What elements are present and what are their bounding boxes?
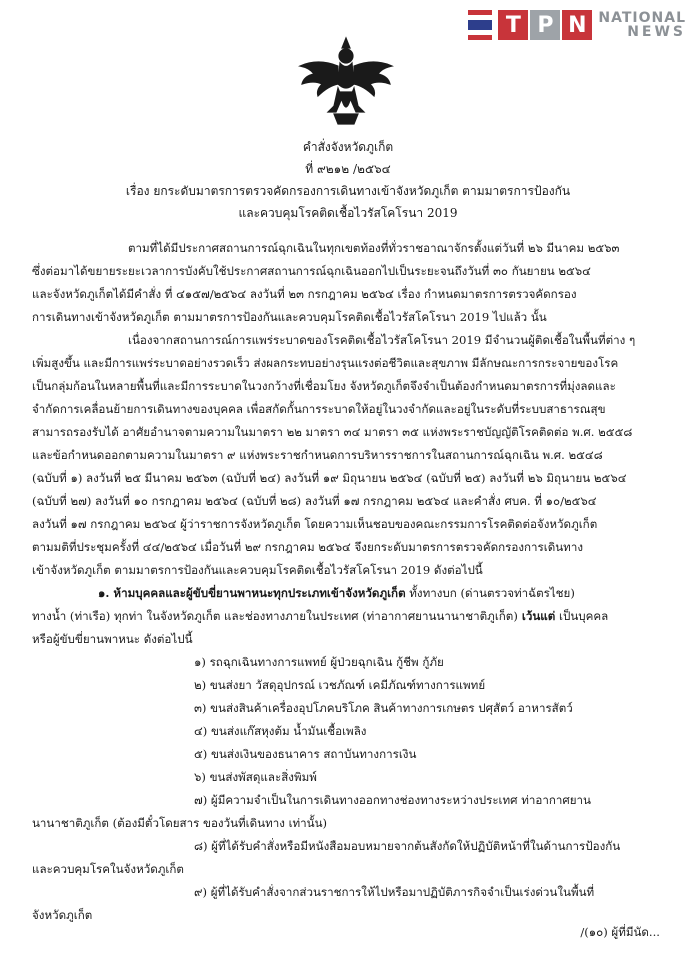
item1-except-word: เว้นแต่ [517, 609, 556, 623]
exception-item-9-line-2: จังหวัดภูเก็ต [32, 908, 93, 922]
issuing-authority: คำสั่งจังหวัดภูเก็ต [302, 140, 394, 154]
para1-line: และจังหวัดภูเก็ตได้มีคำสั่ง ที่ ๔๑๕๗/๒๕๖๔ ลงวันที่ ๒๓ กรกฎาคม ๒๕๖๔ เรื่อง กำหนดมาตรการตรวจคัดกรอง [32, 287, 577, 301]
garuda-emblem-icon [294, 32, 398, 132]
subject-line-2: และควบคุมโรคติดเชื้อไวรัสโคโรนา 2019 [238, 206, 458, 220]
exception-item: ๔) ขนส่งแก๊สหุงต้ม น้ำมันเชื้อเพลิง [194, 724, 367, 738]
para1-line: ตามที่ได้มีประกาศสถานการณ์ฉุกเฉินในทุกเขตท้องที่ทั่วราชอาณาจักรตั้งแต่วันที่ ๒๖ มีนาคม ๒๕๖๓ [128, 241, 620, 255]
para2-line: ลงวันที่ ๑๗ กรกฎาคม ๒๕๖๔ ผู้ว่าราชการจังหวัดภูเก็ต โดยความเห็นชอบของคณะกรรมการโรคติดต่อจังหวัดภูเก็ต [32, 517, 598, 531]
para2-line: และข้อกำหนดออกตามความในมาตรา ๙ แห่งพระราชกำหนดการบริหารราชการในสถานการณ์ฉุกเฉิน พ.ศ. ๒๕๔๘ [32, 448, 603, 462]
logo-letter-n: N [562, 10, 592, 40]
para2-line: เข้าจังหวัดภูเก็ต ตามมาตรการป้องกันและควบคุมโรคติดเชื้อไวรัสโคโรนา 2019 ดังต่อไปนี้ [32, 563, 483, 577]
exception-item: ๑) รถฉุกเฉินทางการแพทย์ ผู้ป่วยฉุกเฉิน กู้ชีพ กู้ภัย [194, 655, 444, 669]
exception-item: ๖) ขนส่งพัสดุและสิ่งพิมพ์ [194, 770, 317, 784]
exception-item: ๕) ขนส่งเงินของธนาคาร สถาบันทางการเงิน [194, 747, 417, 761]
item1-heading: ๑. ห้ามบุคคลและผู้ขับขี่ยานพาหนะทุกประเภทเข้าจังหวัดภูเก็ต [98, 586, 406, 600]
item1-line-3: หรือผู้ขับขี่ยานพาหนะ ดังต่อไปนี้ [32, 632, 193, 646]
item1-line2-end: เป็นบุคคล [555, 609, 609, 623]
para2-line: สามารถรองรับได้ อาศัยอำนาจตามความในมาตรา ๒๒ มาตรา ๓๔ มาตรา ๓๕ แห่งพระราชบัญญัติโรคติดต่อ พ.ศ. ๒๕๕๘ [32, 425, 633, 439]
logo-word-national: NATIONAL [598, 10, 686, 26]
exception-item-8-line-2: และควบคุมโรคในจังหวัดภูเก็ต [32, 862, 184, 876]
item1-heading-rest: ทั้งทางบก (ด่านตรวจท่าฉัตรไชย) [405, 586, 575, 600]
logo-letter-p: P [530, 10, 560, 40]
exception-item-9-line-1: ๙) ผู้ที่ได้รับคำสั่งจากส่วนราชการให้ไปหรือมาปฏิบัติภารกิจจำเป็นเร่งด่วนในพื้นที่ [194, 885, 595, 899]
item1-line2-text: ทางน้ำ (ท่าเรือ) ทุกท่า ในจังหวัดภูเก็ต และช่องทางภายในประเทศ (ท่าอากาศยานนานาชาติภูเก็ต) [32, 609, 518, 623]
logo-word-news: NEWS [627, 24, 686, 40]
logo-letter-t: T [498, 10, 528, 40]
para2-line: เพิ่มสูงขึ้น และมีการแพร่ระบาดอย่างรวดเร็ว ส่งผลกระทบอย่างรุนแรงต่อชีวิตและสุขภาพ มีลักษณะการกระจายของโรค [32, 356, 619, 370]
tpn-letters [498, 10, 592, 40]
tpn-national-news-logo [468, 10, 686, 40]
order-number: ที่ ๙๒๑๒ /๒๕๖๔ [305, 162, 391, 176]
subject-line-1: เรื่อง ยกระดับมาตรการตรวจคัดกรองการเดินทางเข้าจังหวัดภูเก็ต ตามมาตรการป้องกัน [125, 184, 571, 198]
para2-line: (ฉบับที่ ๒๗) ลงวันที่ ๑๐ กรกฎาคม ๒๕๖๔ (ฉบับที่ ๒๘) ลงวันที่ ๑๗ กรกฎาคม ๒๕๖๔ และคำสั่ง ศบค. ที่ ๑๐/๒๕๖๔ [32, 494, 597, 508]
logo-wordmark [598, 11, 686, 39]
item1-line-1 [32, 582, 672, 605]
para2-line: จำกัดการเคลื่อนย้ายการเดินทางของบุคคล เพื่อสกัดกั้นการระบาดให้อยู่ในวงจำกัดและอยู่ในระดับที่ระบบสาธารณสุข [32, 402, 606, 416]
exception-item: ๒) ขนส่งยา วัสดุอุปกรณ์ เวชภัณฑ์ เคมีภัณฑ์ทางการแพทย์ [194, 678, 486, 692]
para1-line: ซึ่งต่อมาได้ขยายระยะเวลาการบังคับใช้ประกาศสถานการณ์ฉุกเฉินออกไปเป็นระยะจนถึงวันที่ ๓๐ กันยายน ๒๕๖๔ [32, 264, 591, 278]
item1-line-2 [32, 605, 672, 628]
exception-item-7-line-2: นานาชาติภูเก็ต (ต้องมีตั๋วโดยสาร ของวันที่เดินทาง เท่านั้น) [32, 816, 328, 830]
order-body [32, 237, 672, 927]
exception-item-8-line-1: ๘) ผู้ที่ได้รับคำสั่งหรือมีหนังสือมอบหมายจากต้นสังกัดให้ปฏิบัติหน้าที่ในด้านการป้องกัน [194, 839, 621, 853]
exception-item-7-line-1: ๗) ผู้มีความจำเป็นในการเดินทางออกทางช่องทางระหว่างประเทศ ท่าอากาศยาน [194, 793, 591, 807]
para1-line: การเดินทางเข้าจังหวัดภูเก็ต ตามมาตรการป้องกันและควบคุมโรคติดเชื้อไวรัสโคโรนา 2019 ไปแล้ว นั้น [32, 310, 547, 324]
para2-line: เป็นกลุ่มก้อนในหลายพื้นที่และมีการระบาดในวงกว้างที่เชื่อมโยง จังหวัดภูเก็ตจึงจำเป็นต้องกำหนดมาตรการที่มุ่งลดและ [32, 379, 616, 393]
para2-line: ตามมติที่ประชุมครั้งที่ ๔๔/๒๕๖๔ เมื่อวันที่ ๒๙ กรกฎาคม ๒๕๖๔ จึงยกระดับมาตรการตรวจคัดกรองการเดินทาง [32, 540, 583, 554]
exception-item: ๓) ขนส่งสินค้าเครื่องอุปโภคบริโภค สินค้าทางการเกษตร ปศุสัตว์ อาหารสัตว์ [194, 701, 573, 715]
thai-flag-icon [468, 10, 492, 40]
para2-line: เนื่องจากสถานการณ์การแพร่ระบาดของโรคติดเชื้อไวรัสโคโรนา 2019 มีจำนวนผู้ติดเชื้อในพื้นที่ต่าง ๆ [128, 333, 636, 347]
para2-line: (ฉบับที่ ๑) ลงวันที่ ๒๕ มีนาคม ๒๕๖๓ (ฉบับที่ ๒๔) ลงวันที่ ๑๙ มิถุนายน ๒๕๖๔ (ฉบับที่ ๒๕) ลงวันที่ ๒๖ มิถุนายน ๒๕๖๔ [32, 471, 627, 485]
continuation-marker: /(๑๐) ผู้ที่มีนัด... [580, 925, 660, 939]
